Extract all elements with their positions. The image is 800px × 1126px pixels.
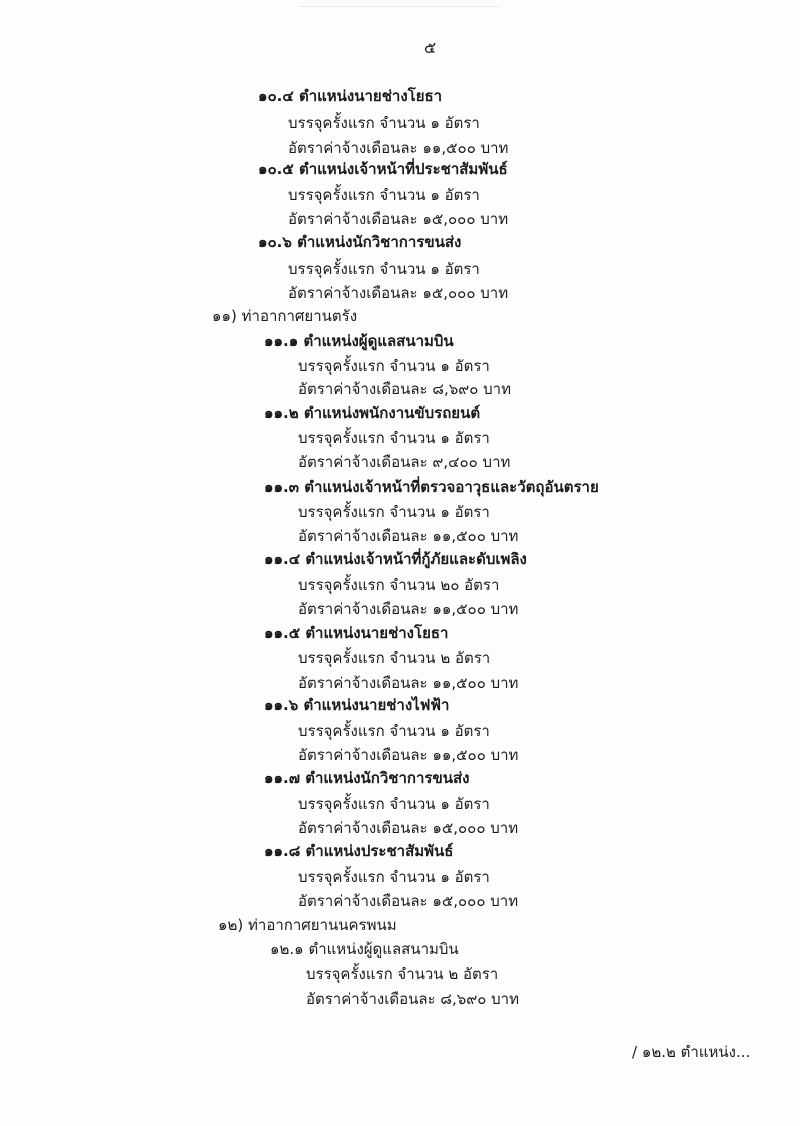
heading-10-6: ๑๐.๖ ตำแหน่งนักวิชาการขนส่ง: [258, 233, 462, 251]
section-12: ๑๒) ท่าอากาศยานนครพนม: [218, 916, 397, 934]
heading-10-4: ๑๐.๔ ตำแหน่งนายช่างโยธา: [258, 87, 443, 105]
heading-11-1: ๑๑.๑ ตำแหน่งผู้ดูแลสนามบิน: [264, 332, 454, 350]
page-number: ๕: [423, 38, 437, 57]
body-line: อัตราค่าจ้างเดือนละ ๑๕,๐๐๐ บาท: [298, 819, 519, 837]
body-line: อัตราค่าจ้างเดือนละ ๑๕,๐๐๐ บาท: [288, 284, 509, 302]
heading-10-5: ๑๐.๕ ตำแหน่งเจ้าหน้าที่ประชาสัมพันธ์: [258, 160, 508, 178]
heading-11-3: ๑๑.๓ ตำแหน่งเจ้าหน้าที่ตรวจอาวุธและวัตถุอันตราย: [264, 478, 599, 496]
body-line: อัตราค่าจ้างเดือนละ ๘,๖๙๐ บาท: [298, 380, 511, 398]
body-line: บรรจุครั้งแรก จำนวน ๑ อัตรา: [288, 186, 480, 204]
body-line: อัตราค่าจ้างเดือนละ ๘,๖๙๐ บาท: [306, 990, 519, 1008]
body-line: บรรจุครั้งแรก จำนวน ๒ อัตรา: [298, 649, 491, 667]
heading-11-6: ๑๑.๖ ตำแหน่งนายช่างไฟฟ้า: [264, 696, 450, 714]
heading-11-8: ๑๑.๘ ตำแหน่งประชาสัมพันธ์: [264, 842, 454, 860]
body-line: บรรจุครั้งแรก จำนวน ๑ อัตรา: [298, 722, 490, 740]
heading-11-7: ๑๑.๗ ตำแหน่งนักวิชาการขนส่ง: [264, 769, 470, 787]
body-line: บรรจุครั้งแรก จำนวน ๑ อัตรา: [298, 429, 490, 447]
body-line: บรรจุครั้งแรก จำนวน ๑ อัตรา: [298, 795, 490, 813]
section-11: ๑๑) ท่าอากาศยานตรัง: [212, 307, 358, 325]
heading-12-1: ๑๒.๑ ตำแหน่งผู้ดูแลสนามบิน: [270, 940, 459, 958]
body-line: อัตราค่าจ้างเดือนละ ๑๕,๐๐๐ บาท: [298, 892, 519, 910]
body-line: บรรจุครั้งแรก จำนวน ๒๐ อัตรา: [298, 576, 500, 594]
body-line: อัตราค่าจ้างเดือนละ ๑๑,๕๐๐ บาท: [298, 527, 519, 545]
body-line: อัตราค่าจ้างเดือนละ ๑๑,๕๐๐ บาท: [298, 674, 519, 692]
body-line: บรรจุครั้งแรก จำนวน ๑ อัตรา: [298, 357, 490, 375]
body-line: อัตราค่าจ้างเดือนละ ๑๑,๕๐๐ บาท: [298, 600, 519, 618]
body-line: บรรจุครั้งแรก จำนวน ๑ อัตรา: [288, 260, 480, 278]
heading-11-4: ๑๑.๔ ตำแหน่งเจ้าหน้าที่กู้ภัยและดับเพลิง: [264, 550, 527, 568]
header-rule: [300, 6, 500, 13]
body-line: อัตราค่าจ้างเดือนละ ๑๕,๐๐๐ บาท: [288, 210, 509, 228]
body-line: บรรจุครั้งแรก จำนวน ๒ อัตรา: [306, 965, 499, 983]
continuation-footer: / ๑๒.๒ ตำแหน่ง...: [632, 1043, 751, 1061]
body-line: อัตราค่าจ้างเดือนละ ๑๑,๕๐๐ บาท: [288, 139, 509, 157]
heading-11-2: ๑๑.๒ ตำแหน่งพนักงานขับรถยนต์: [264, 404, 481, 422]
body-line: บรรจุครั้งแรก จำนวน ๑ อัตรา: [288, 114, 480, 132]
body-line: บรรจุครั้งแรก จำนวน ๑ อัตรา: [298, 868, 490, 886]
body-line: อัตราค่าจ้างเดือนละ ๑๑,๕๐๐ บาท: [298, 746, 519, 764]
body-line: บรรจุครั้งแรก จำนวน ๑ อัตรา: [298, 503, 490, 521]
body-line: อัตราค่าจ้างเดือนละ ๙,๔๐๐ บาท: [298, 453, 511, 471]
heading-11-5: ๑๑.๕ ตำแหน่งนายช่างโยธา: [264, 624, 449, 642]
